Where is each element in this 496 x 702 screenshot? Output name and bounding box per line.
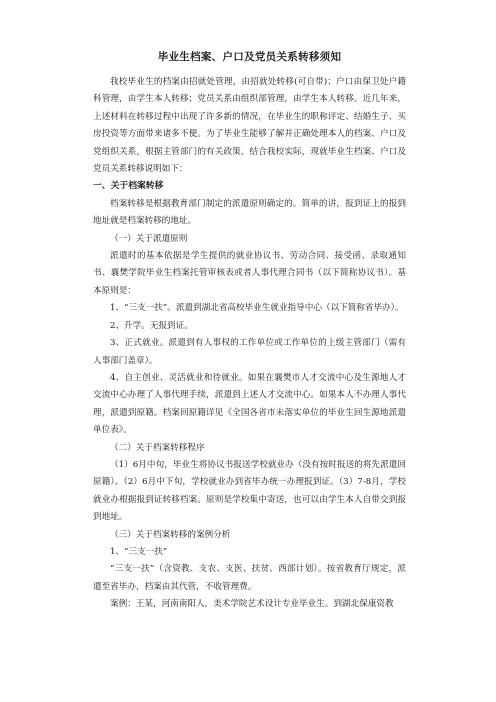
rule-item-4: 4、自主创业、灵活就业和待就业。如果在襄樊市人才交流中心及生源地人才交流中心办理了人事代理手续，派遣到上述人才交流中心。如果本人不办理人事代理，派遣到原籍。档案回原籍详见《全国各省市未落实单位的毕业生回生源地派遣单位表》。 <box>93 372 406 436</box>
subsection-heading-transfer-procedure: （二）关于档案转移程序 <box>110 442 205 453</box>
section-heading-archive-transfer: 一、关于档案转移 <box>93 181 164 192</box>
subsection-heading-dispatch-principle: （一）关于派遣原则 <box>110 233 188 244</box>
intro-paragraph: 我校毕业生的档案由招就处管理，由招就处转移(可自带)；户口由保卫处户籍科管理，由学生本人转移；党员关系由组织部管理，由学生本人转移。近几年来，上述材料在转移过程中出现了许多新的情况，在毕业生的职称评定、结婚生子、买房投资等方面带来诸多不便。为了毕业生能够了解并正确处理本人的档案、户口及党组织关系，根据主管部门的有关政策，结合我校实际，现就毕业生档案、户口及党员关系转移说明如下： <box>93 77 406 175</box>
case-example-paragraph: 案例：王某，河南南阳人，美术学院艺术设计专业毕业生。到湖北保康资教 <box>110 599 394 610</box>
case-heading-1: 1、“三支一扶” <box>110 546 168 557</box>
rule-item-2: 2、升学。无报到证。 <box>110 320 193 331</box>
transfer-procedure-paragraph: （1）6月中旬，毕业生将协议书报送学校就业办（没有按时报送的将先派遣回原籍）。（2）6月中下旬，学校就业办到省毕办统一办理报到证。（3）7-8月，学校就业办根据报到证转移档案。原则是学校集中寄送，也可以由学生本人自带交到报到地址。 <box>93 459 406 523</box>
document-title: 毕业生档案、户口及党员关系转移须知 <box>157 51 342 63</box>
dispatch-basis-paragraph: 派遣时的基本依据是学生提供的就业协议书、劳动合同、接受函、录取通知书、襄樊学院毕业生档案托管审核表或者人事代理合同书（以下简称协议书）。基本原则是： <box>93 251 406 296</box>
subsection-heading-case-analysis: （三）关于档案转移的案例分析 <box>110 529 231 540</box>
section-intro-paragraph: 档案转移是根据教育部门制定的派遣原则确定的。简单的讲，报到证上的报到地址就是档案转移的地址。 <box>93 198 406 227</box>
rule-item-1: 1、“三支一扶”。派遣到湖北省高校毕业生就业指导中心（以下简称省毕办）。 <box>110 303 404 314</box>
rule-item-3: 3、正式就业。派遣到有人事权的工作单位或工作单位的上级主管部门（需有人事部门盖章）。 <box>93 338 406 366</box>
case-description-paragraph: “三支一扶”（含资教、支农、支医、扶贫、西部计划）。按省教育厅规定，派遣至省毕办，档案由其代管，不收管理费。 <box>93 564 406 592</box>
document-body <box>93 50 406 614</box>
